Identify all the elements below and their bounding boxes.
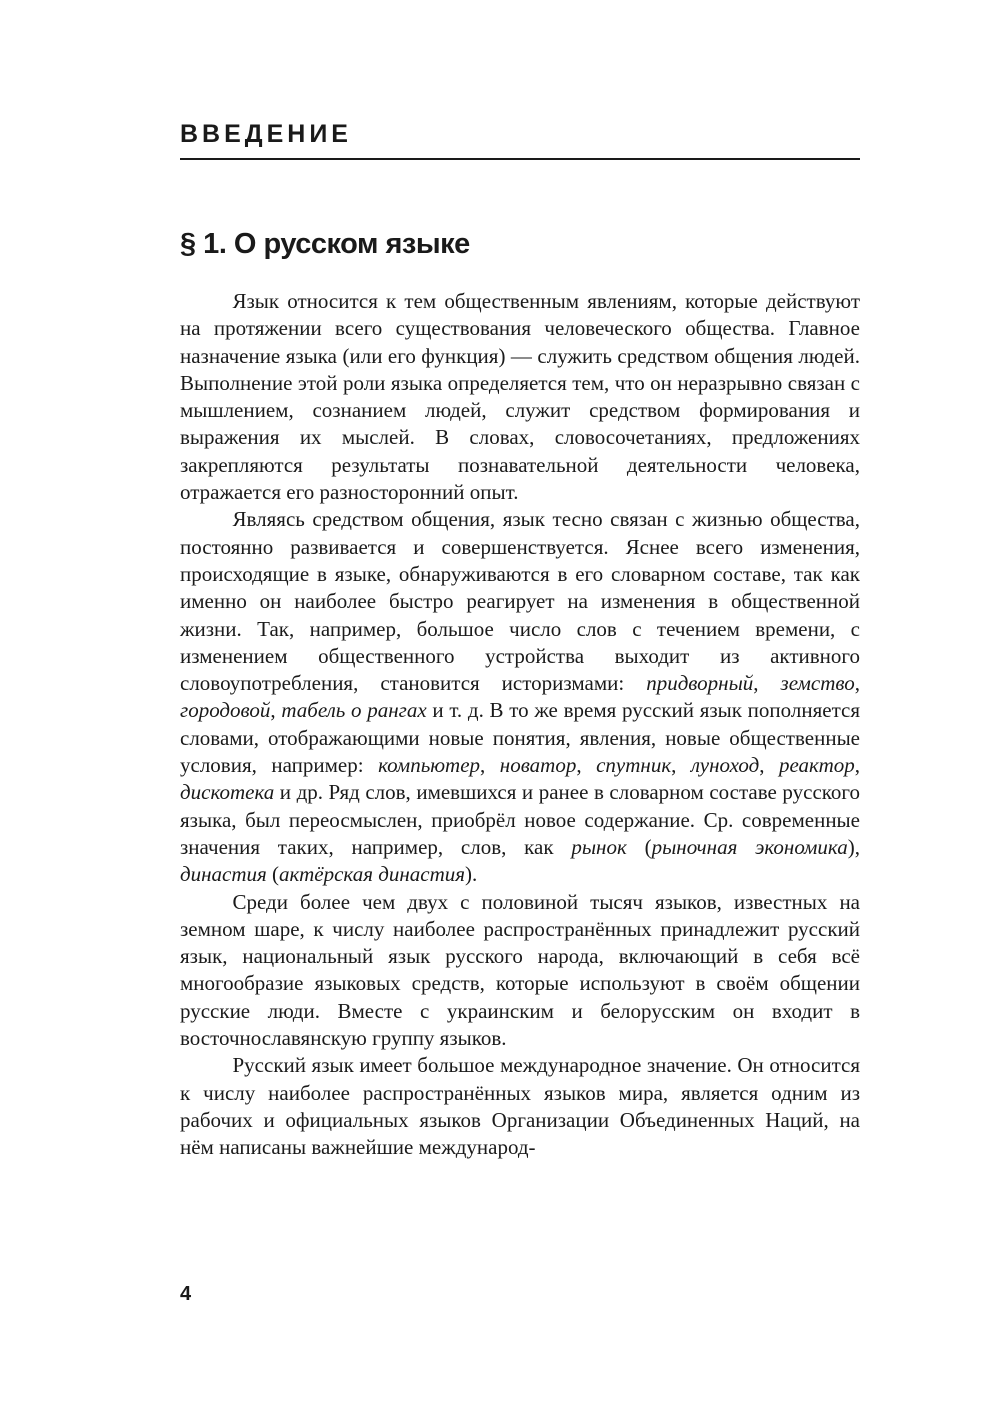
text-run: ( xyxy=(626,834,652,859)
italic-example-term: актёрская династия xyxy=(279,862,466,887)
paragraph xyxy=(180,1052,860,1161)
text-run: , xyxy=(759,753,780,778)
italic-example-term: реактор xyxy=(779,753,855,778)
text-run: , xyxy=(270,698,282,723)
text-run: , xyxy=(753,671,781,696)
text-run: Среди более чем двух с половиной тысяч языков, известных на земном шаре, к числу наиболее распространённых принадлежит русский язык, национальный язык русского народа, включающий в себя всё многообразие языковых средств, которые используют в своём общении русские люди. Вместе с украинским и белорусским он входит в восточнославянскую группу языков. xyxy=(180,889,860,1051)
italic-example-term: придворный xyxy=(646,671,754,696)
text-run: и др. Ряд слов, имевшихся и ранее в словарном составе русского языка, был переосмыслен, приобрёл новое содержание. Ср. современные значения таких, например, слов, как xyxy=(180,780,860,859)
text-run: ( xyxy=(266,862,280,887)
italic-example-term: новатор xyxy=(499,753,577,778)
text-run: и т. д. В то же время русский язык пополняется словами, отображающими новые понятия, явления, новые общественные условия, например: xyxy=(180,698,860,778)
text-run: ). xyxy=(465,862,478,887)
text-run: , xyxy=(854,753,861,778)
chapter-heading: ВВЕДЕНИЕ xyxy=(180,120,352,148)
italic-example-term: земство xyxy=(780,671,855,696)
body-text xyxy=(180,288,860,1162)
text-run: ), xyxy=(847,834,860,859)
text-run: , xyxy=(671,753,691,778)
italic-example-term: рыночная экономика xyxy=(651,834,848,859)
chapter-heading-rule xyxy=(180,158,860,160)
paragraph xyxy=(180,506,860,888)
text-run: , xyxy=(854,671,860,696)
text-run: , xyxy=(576,753,597,778)
italic-example-term: дискотека xyxy=(180,780,275,805)
section-title: § 1. О русском языке xyxy=(180,228,470,260)
italic-example-term: династия xyxy=(180,862,267,887)
text-run: , xyxy=(480,753,500,778)
italic-example-term: городовой xyxy=(180,698,271,723)
paragraph xyxy=(180,288,860,506)
italic-example-term: рынок xyxy=(571,834,627,859)
italic-example-term: спутник xyxy=(596,753,672,778)
text-run: Язык относится к тем общественным явлениям, которые действуют на протяжении всего существования человеческого общества. Главное назначение языка (или его функция) — служить средством общения людей. Выполнение этой роли языка определяется тем, что он неразрывно связан с мышлением, сознанием людей, служит средством формирования и выражения их мыслей. В словах, словосочетаниях, предложениях закрепляются результаты познавательной деятельности человека, отражается его разносторонний опыт. xyxy=(180,289,860,505)
paragraph xyxy=(180,889,860,1053)
text-run: Являясь средством общения, язык тесно связан с жизнью общества, постоянно развивается и совершенствуется. Яснее всего изменения, происходящие в языке, обнаруживаются в его словарном составе, так как именно он наиболее быстро реагирует на изменения в общественной жизни. Так, например, большое число слов с течением времени, с изменением общественного устройства выходит из активного словоупотребления, становится историзмами: xyxy=(180,507,860,696)
italic-example-term: луноход xyxy=(690,753,760,778)
italic-example-term: табель о рангах xyxy=(281,698,427,723)
page-number: 4 xyxy=(180,1283,192,1305)
text-run: Русский язык имеет большое международное значение. Он относится к числу наиболее распространённых языков мира, является одним из рабочих и официальных языков Организации Объединенных Наций, на нём написаны важнейшие международ- xyxy=(180,1053,860,1160)
italic-example-term: компьютер xyxy=(378,753,481,778)
